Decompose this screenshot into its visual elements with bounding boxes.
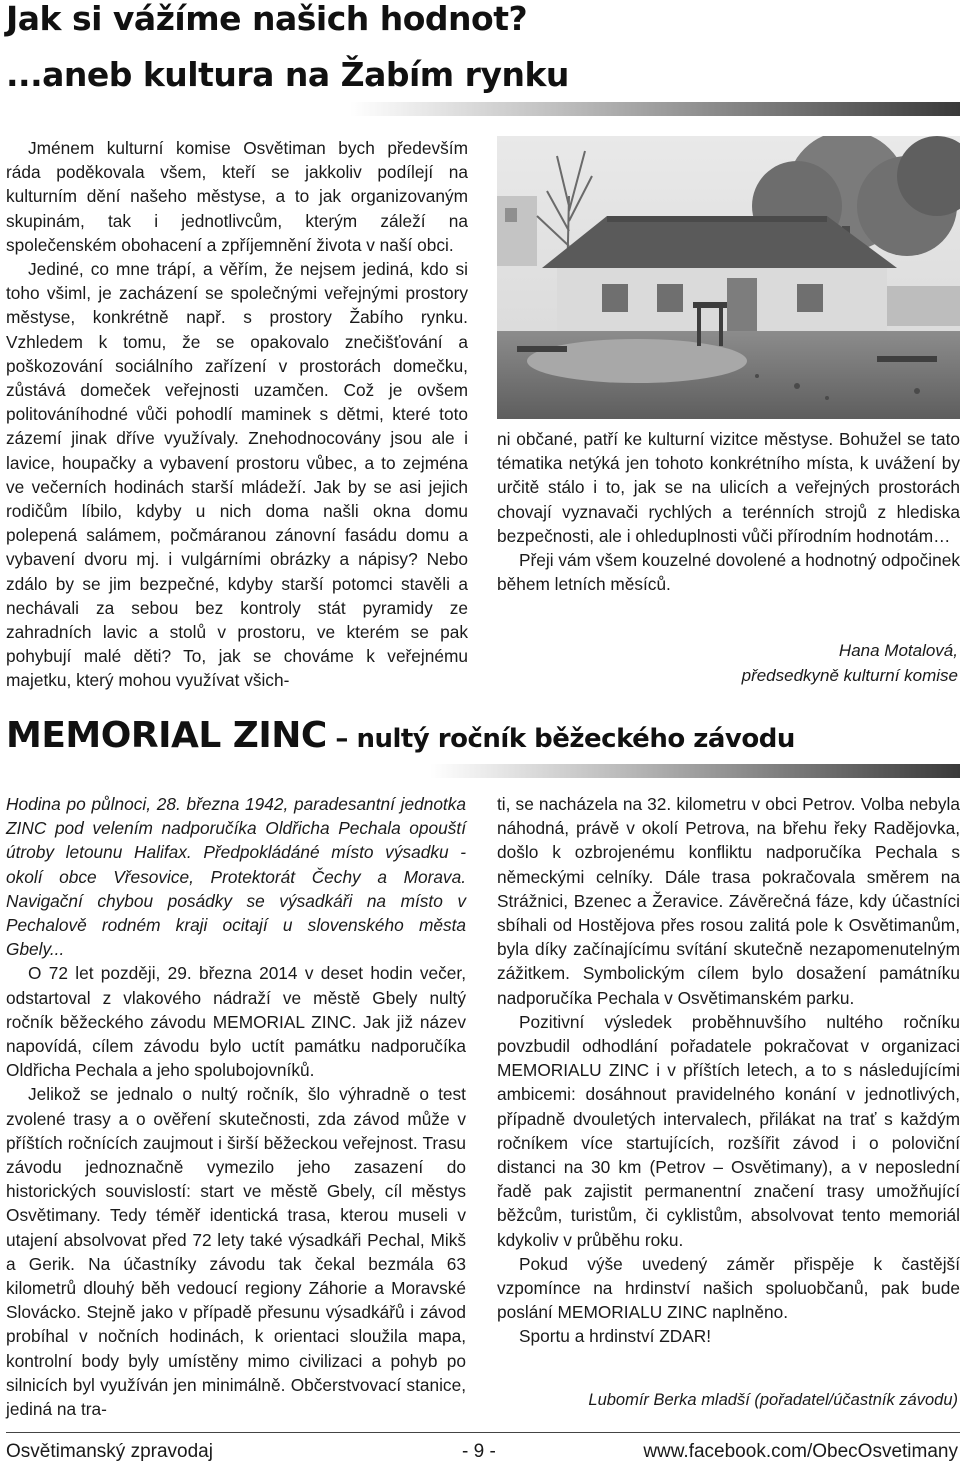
article2-left-column xyxy=(6,792,466,1421)
article1-right-column xyxy=(497,427,960,596)
memorial-gradient-rule xyxy=(430,764,960,778)
footer-page-number: - 9 - xyxy=(462,1441,496,1462)
footer-website-link[interactable]: www.facebook.com/ObecOsvetimany xyxy=(643,1441,958,1462)
article1-left-paragraph: Jménem kulturní komise Osvětiman bych především ráda poděkovala všem, kteří se jakkoliv podílejí na kulturním dění našeho městyse, a to jak organizovaným skupinám, tak i jednotlivcům, kterým záleží na společenském obohacení a zpříjemnění života v naší obci. xyxy=(6,138,468,255)
footer-rule xyxy=(6,1432,960,1433)
footer-publication: Osvětimanský zpravodaj xyxy=(6,1441,213,1462)
signature-name: Hana Motalová, xyxy=(838,641,958,660)
signature-role: předsedkyně kulturní komise xyxy=(741,666,958,685)
memorial-title-main: MEMORIAL ZINC xyxy=(6,715,327,756)
article2-left-paragraph: O 72 let později, 29. března 2014 v deset hodin večer, odstartoval z vlakového nádraží ve městě Gbely nultý ročník běžeckého závodu MEMORIAL ZINC. Jak již název napovídá, cílem závodu bylo uctít památku nadporučíka Oldřicha Pechala a jeho spolubojovníků. xyxy=(6,963,466,1081)
title-gradient-rule xyxy=(350,102,960,116)
memorial-heading xyxy=(6,715,795,756)
zabi-rynek-photo xyxy=(497,136,960,419)
article2-right-column xyxy=(497,792,960,1349)
article1-right-paragraph: ni občané, patří ke kulturní vizitce městyse. Bohužel se tato tématika netýká jen tohoto konkrétního místa, k uvážení by určitě stálo i to, jak se na ulicích a veřejných prostorách chovají vyznavači rychlých a terénních strojů z hlediska bezpečnosti, ale i ohleduplnosti vůči přírodním hodnotám… xyxy=(497,429,960,546)
article2-left-paragraph: Jelikož se jednalo o nultý ročník, šlo výhradně o test zvolené trasy a o ověření skutečnosti, zda závod může v příštích ročnících zaujmout i širší běžeckou veřejnost. Trasu závodu jednoznačně vymezilo jeho zasazení do historických souvislostí: start ve městě Gbely, cíl městys Osvětimany. Tedy téměř identická trasa, kterou museli v utajení absolvovat před 72 lety také výsadkáři Pechal, Mikš a Gerik. Na účastníky závodu tak čekal bezmála 63 kilometrů dlouhý běh vedoucí regiony Záhorie a Moravské Slovácko. Stejně jako v případě přesunu výsadkářů i závod probíhal v nočních hodinách, k orientaci sloužila mapa, kontrolní body byly umístěny mimo civilizaci a pohyb po silnicích byl využíván jen minimálně. Občerstvovací stanice, jediná na tra- xyxy=(6,1084,466,1420)
article-title-line1: Jak si vážíme našich hodnot? xyxy=(6,0,528,38)
article1-left-paragraph: Jediné, co mne trápí, a věřím, že nejsem jediná, kdo si toho všiml, je zacházení se společnými veřejnými prostory městyse, konkrétně např. s prostory Žabího rynku. Vzhledem k tomu, že se opakovalo znečišťování a poškozování sociálního zařízení v prostorách domečku, zůstává domeček veřejnosti uzamčen. Což je ovšem politováníhodné vůči pohodlí maminek s dětmi, které toto zázemí jinak dříve využívaly. Znehodnocovány jsou ale i lavice, houpačky a vybavení prostoru vůbec, a to zejména ve večerních hodinách starší mládeží. Jak by se asi jejich rodičům líbilo, kdyby u nich doma našli okna domu polepená salámem, počmáranou zánovní fasádu domu a vybavení dvoru mj. i vulgárními obrázky a nápisy? Nebo zdálo by se jim bezpečné, kdyby starší potomci stavěli a nechávali za sebou bez kontroly stát pyramidy ze zahradních lavic a stolů v prostoru, ve kterém se pak pohybují malé děti? To, jak se chováme k veřejnému majetku, který mohou využívat všich- xyxy=(6,259,468,691)
article2-right-paragraph: ti, se nacházela na 32. kilometru v obci Petrov. Volba nebyla náhodná, právě v okolí Petrova, na břehu řeky Radějovka, došlo k ozbrojenému konfliktu nadporučíka Pechala s německými celníky. Dále trasa pokračovala směrem na Strážnici, Bzenec a Žeravice. Závěrečná fáze, kdy účastníci sbíhali od Hostějova přes rosou zalitá pole k Osvětimanům, byla díky začínajícímu svítání skutečně nezapomenutelným zážitkem. Symbolickým cílem bylo dosažení památníku nadporučíka Pechala v Osvětimanském parku. xyxy=(497,794,960,1008)
article2-right-paragraph: Pozitivní výsledek proběhnuvšího nultého ročníku povzbudil odhodlání pořadatele pokračovat v organizaci MEMORIALU ZINC i v příštích letech, a to s následujícími ambicemi: dosáhnout pravidelného konání v jednotlivých, případně dvouletých intervalech, přilákat na trať s každým ročníkem více startujících, rozšířit závod i o poloviční distanci na 30 km (Petrov – Osvětimany), a v neposlední řadě pak zajistit permanentní značení trasy umožňující běžcům, turistům, či cyklistům, absolvovat tento memoriál kdykoliv v průběhu roku. xyxy=(497,1011,960,1250)
article-title-line2: ...aneb kultura na Žabím rynku xyxy=(6,55,569,94)
article2-right-paragraph: Pokud výše uvedený záměr přispěje k častější vzpomínce na hrdinství našich spoluobčanů, pak bude poslání MEMORIALU ZINC naplněno. xyxy=(497,1253,960,1323)
article1-right-paragraph: Přeji vám všem kouzelné dovolené a hodnotný odpočinek během letních měsíců. xyxy=(497,550,960,595)
article2-signature: Lubomír Berka mladší (pořadatel/účastník závodu) xyxy=(588,1391,958,1409)
memorial-title-rest: – nultý ročník běžeckého závodu xyxy=(326,724,795,754)
article2-intro-paragraph: Hodina po půlnoci, 28. března 1942, paradesantní jednotka ZINC pod velením nadporučíka Oldřicha Pechala opouští útroby letounu Halifax. Předpokládáné místo výsadku - okolí obce Vřesovice, Protektorát Čechy a Morava. Navigační chybou posádky se výsadkáři na místo v Pechalově rodném kraji ocitají u slovenského města Gbely... xyxy=(6,794,466,960)
article1-left-column xyxy=(6,136,468,693)
photo-image xyxy=(497,136,960,419)
article2-right-paragraph: Sportu a hrdinství ZDAR! xyxy=(519,1326,712,1347)
